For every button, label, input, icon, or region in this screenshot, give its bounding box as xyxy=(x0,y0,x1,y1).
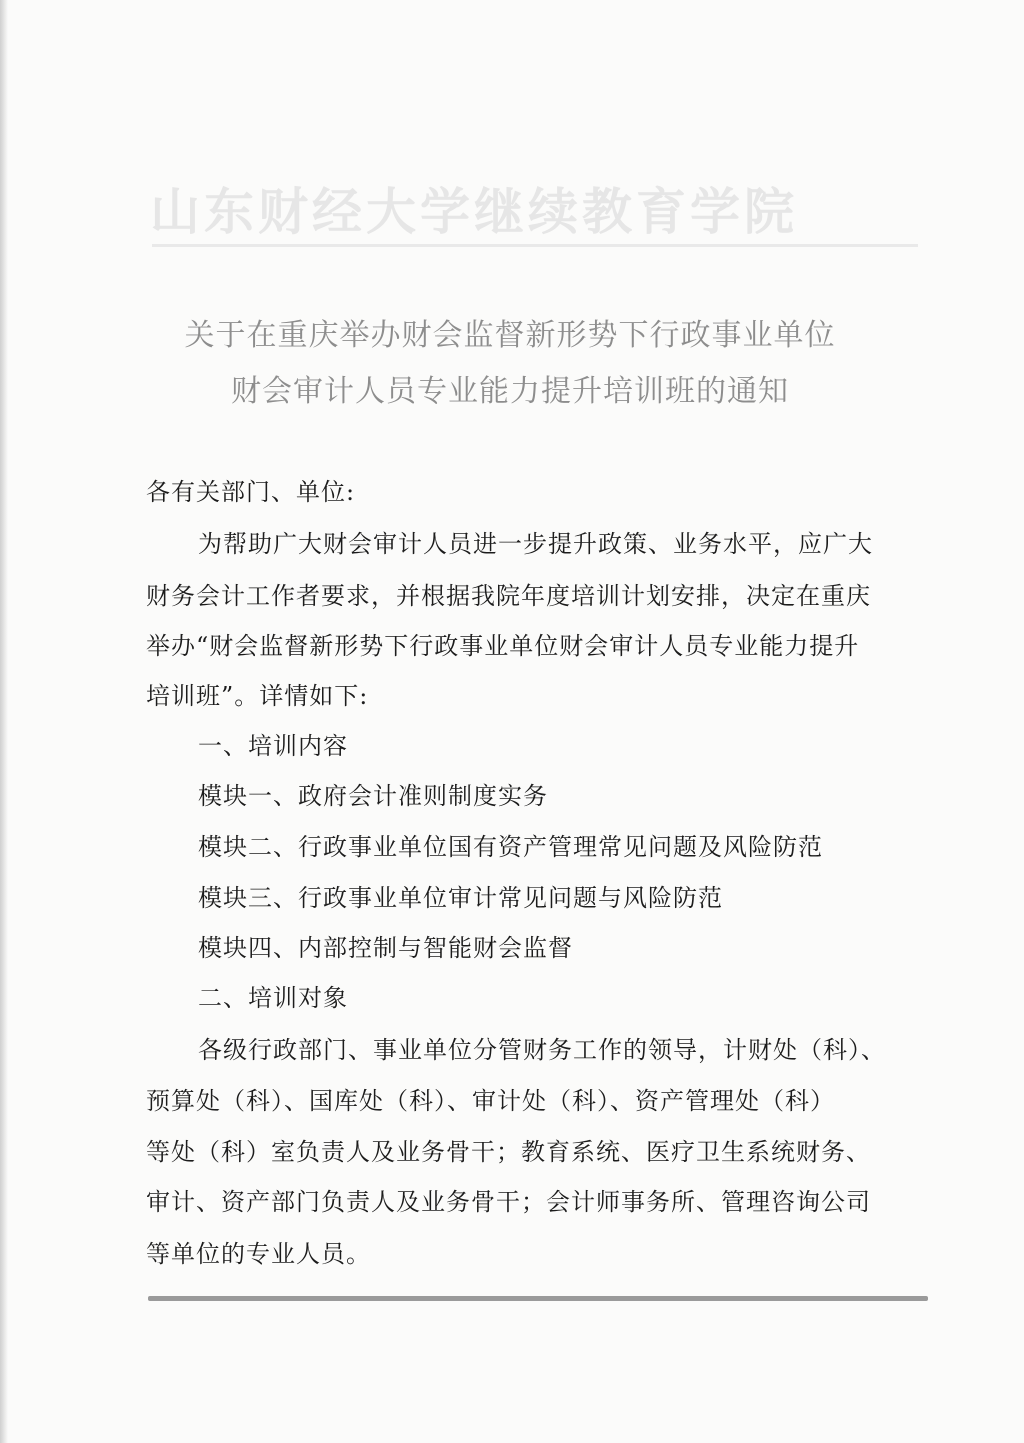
intro-paragraph-line: 财务会计工作者要求，并根据我院年度培训计划安排，决定在重庆 xyxy=(146,582,871,610)
intro-paragraph-line: 为帮助广大财会审计人员进一步提升政策、业务水平，应广大 xyxy=(198,530,873,558)
section-heading-training-content: 一、培训内容 xyxy=(198,732,348,760)
audience-paragraph-line: 各级行政部门、事业单位分管财务工作的领导，计财处（科）、 xyxy=(198,1036,886,1064)
module-item: 模块二、行政事业单位国有资产管理常见问题及风险防范 xyxy=(198,833,823,861)
intro-paragraph-line: 举办“财会监督新形势下行政事业单位财会审计人员专业能力提升 xyxy=(146,632,860,660)
audience-paragraph-line: 预算处（科）、国库处（科）、审计处（科）、资产管理处（科） xyxy=(146,1087,835,1115)
audience-paragraph-line: 等单位的专业人员。 xyxy=(146,1240,371,1268)
intro-paragraph-line: 培训班”。详情如下: xyxy=(146,682,369,710)
module-item: 模块三、行政事业单位审计常见问题与风险防范 xyxy=(198,884,723,912)
document-title-line-2: 财会审计人员专业能力提升培训班的通知 xyxy=(231,374,789,409)
salutation: 各有关部门、单位: xyxy=(146,478,356,506)
module-item: 模块四、内部控制与智能财会监督 xyxy=(198,934,573,962)
letterhead-institution: 山东财经大学继续教育学院 xyxy=(150,182,798,241)
document-title-line-1: 关于在重庆举办财会监督新形势下行政事业单位 xyxy=(184,318,836,353)
module-item: 模块一、政府会计准则制度实务 xyxy=(198,782,548,810)
footer-rule xyxy=(148,1296,928,1301)
audience-paragraph-line: 审计、资产部门负责人及业务骨干；会计师事务所、管理咨询公司 xyxy=(146,1188,871,1216)
letterhead-rule xyxy=(152,244,918,247)
audience-paragraph-line: 等处（科）室负责人及业务骨干；教育系统、医疗卫生系统财务、 xyxy=(146,1138,871,1166)
section-heading-training-audience: 二、培训对象 xyxy=(198,984,348,1012)
scan-edge-shadow xyxy=(0,0,8,1443)
